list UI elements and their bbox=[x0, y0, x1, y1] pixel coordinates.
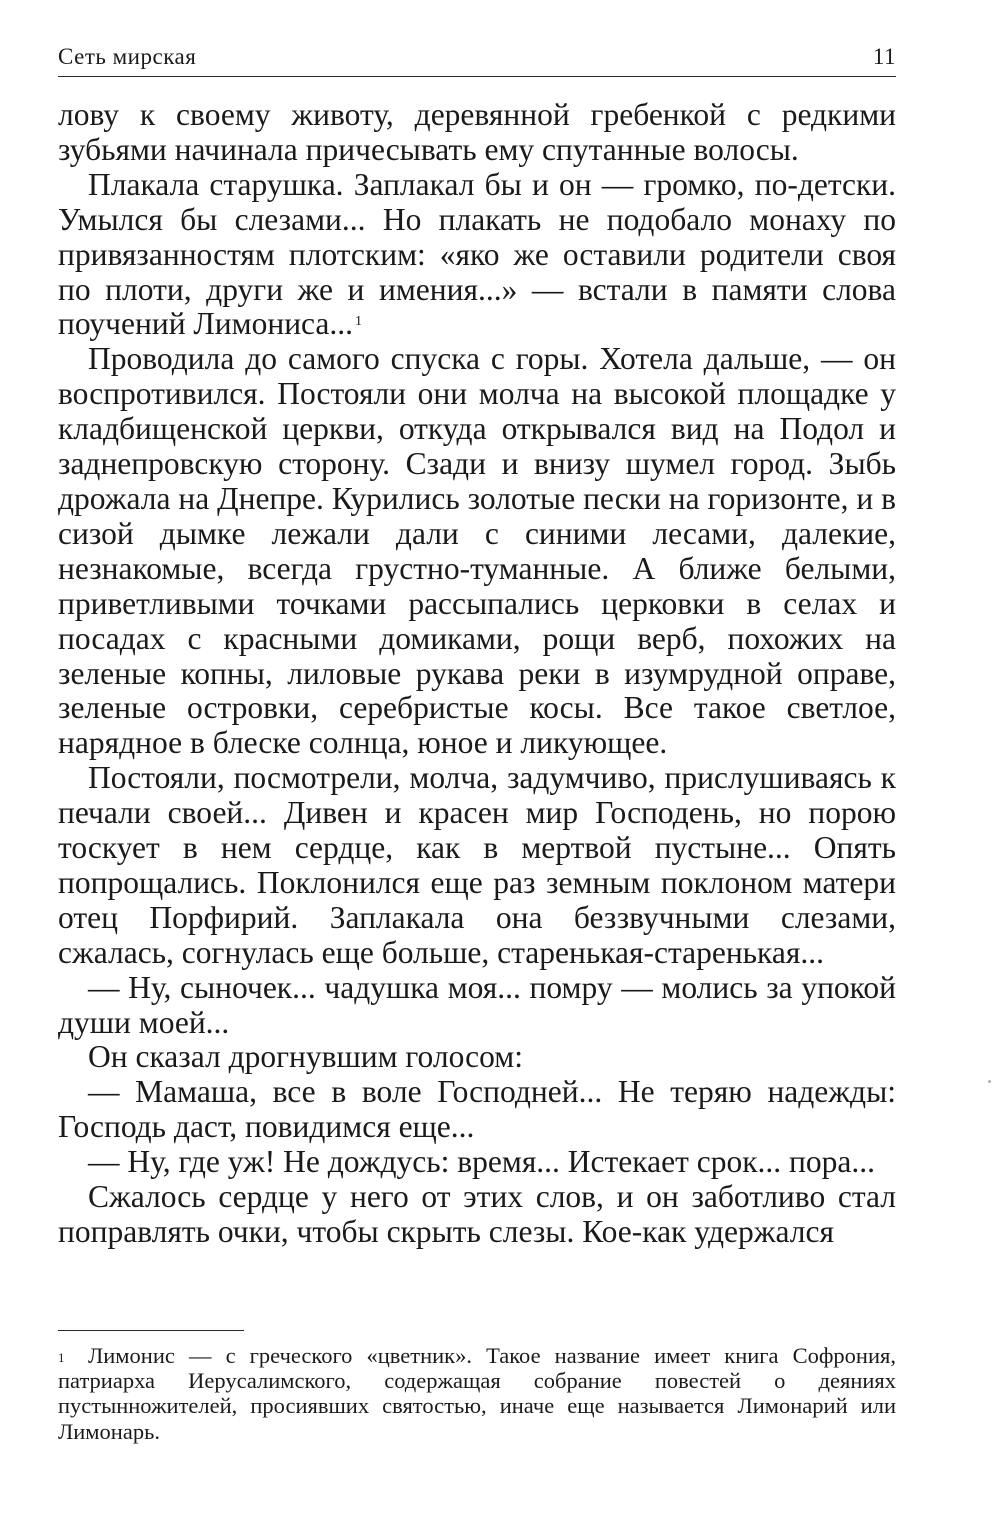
footnote bbox=[58, 1343, 896, 1444]
footnote-reference[interactable]: 1 bbox=[355, 314, 363, 330]
footnote-text: Лимонис — с греческого «цветник». Такое название имеет книга Софрония, патриарха Иерусалимского, содержащая собрание повестей о деяниях пустынножителей, просиявших святостью, иначе еще называется Лимонарий или Лимонарь. bbox=[58, 1343, 896, 1444]
book-page bbox=[58, 0, 896, 1535]
paragraph: Постояли, посмотрели, молча, задумчиво, прислушиваясь к печали своей... Дивен и красен мир Господень, но порою тоскует в нем сердце, как в мертвой пустыне... Опять попрощались. Поклонился еще раз земным поклоном матери отец Порфирий. Заплакала она беззвучными слезами, сжалась, согнулась еще больше, старенькая-старенькая... bbox=[58, 760, 896, 970]
paragraph: Он сказал дрогнувшим голосом: bbox=[88, 1039, 523, 1075]
body-text bbox=[58, 98, 896, 1250]
running-header bbox=[58, 42, 896, 77]
footnote-separator bbox=[58, 1330, 244, 1331]
paragraph: лову к своему животу, деревянной гребенкой с редкими зубьями начинала причесывать ему спутанные волосы. bbox=[58, 97, 896, 167]
paragraph: Проводила до самого спуска с горы. Хотела дальше, — он воспротивился. Постояли они молча на высокой площадке у кладбищенской церкви, откуда открывался вид на Подол и заднепровскую сторону. Сзади и внизу шумел город. Зыбь дрожала на Днепре. Курились золотые пески на горизонте, и в сизой дымке лежали дали с синими лесами, далекие, незнакомые, всегда грустно-туманные. А ближе белыми, приветливыми точками рассыпались церковки в селах и посадах с красными домиками, рощи верб, похожих на зеленые копны, лиловые рукава реки в изумрудной оправе, зеленые островки, серебристые косы. Все такое светлое, нарядное в блеске солнца, юное и ликующее. bbox=[58, 341, 896, 761]
paragraph-text: Плакала старушка. Заплакал бы и он — громко, по-детски. Умылся бы слезами... Но плакать не подобало монаху по привязанностям плотским: «яко же оставили родители своя по плоти, други же и имения...» — встали в памяти слова поучений Лимониса... bbox=[58, 166, 896, 342]
footnote-mark: 1 bbox=[58, 1350, 65, 1365]
chapter-title: Сеть мирская bbox=[58, 44, 197, 69]
scan-speck bbox=[988, 1080, 991, 1083]
paragraph: Сжалось сердце у него от этих слов, и он заботливо стал поправлять очки, чтобы скрыть слезы. Кое-как удержался bbox=[58, 1179, 896, 1249]
dialogue-line: — Мамаша, все в воле Господней... Не теряю надежды: Господь даст, повидимся еще... bbox=[58, 1074, 896, 1145]
page-number: 11 bbox=[872, 44, 896, 69]
dialogue-line: — Ну, где уж! Не дождусь: время... Истекает срок... пора... bbox=[88, 1144, 875, 1180]
paragraph-with-footnote bbox=[58, 168, 896, 343]
dialogue-line: — Ну, сыночек... чадушка моя... помру — молись за упокой души моей... bbox=[58, 969, 896, 1040]
